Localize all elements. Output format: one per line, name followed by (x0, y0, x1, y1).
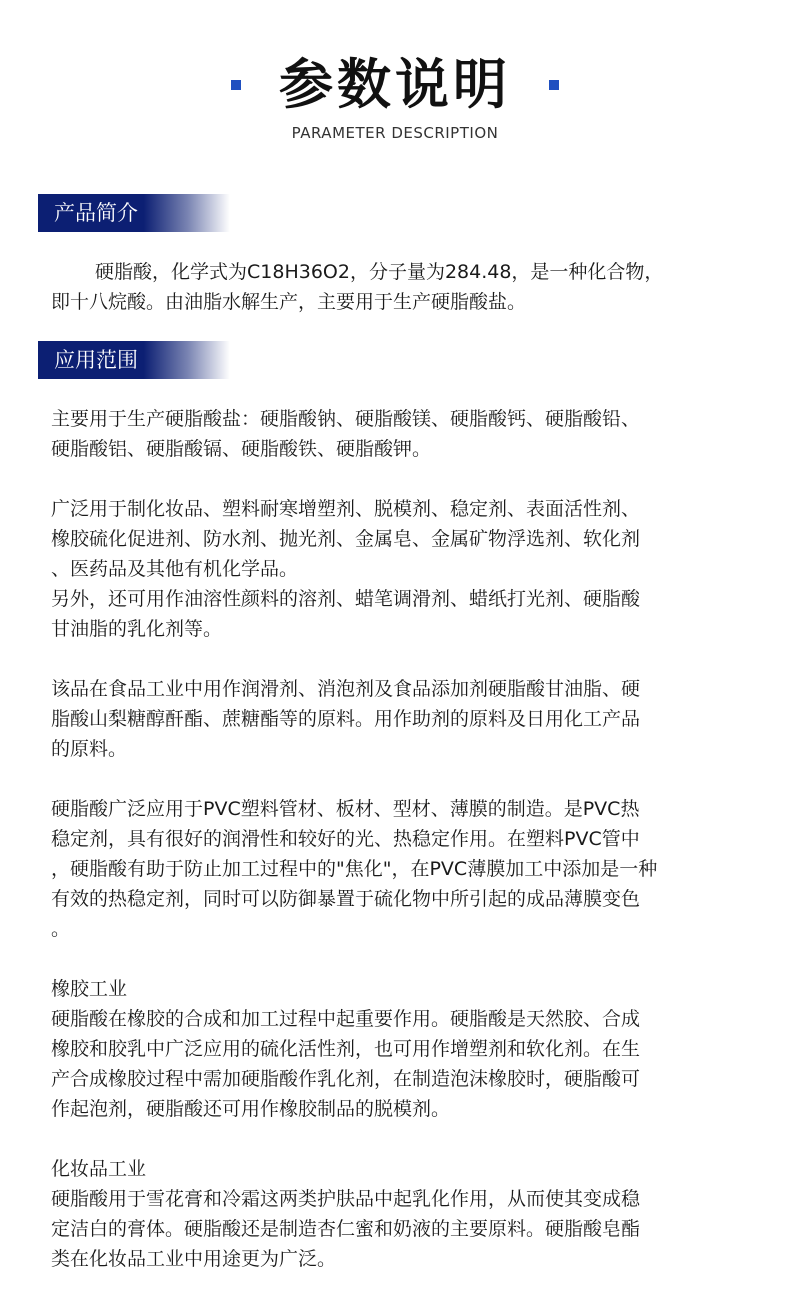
text-line: 产合成橡胶过程中需加硬脂酸作乳化剂，在制造泡沫橡胶时，硬脂酸可 (51, 1068, 641, 1090)
section-tag-intro: 产品简介 (38, 194, 230, 232)
text-line: 定洁白的膏体。硬脂酸还是制造杏仁蜜和奶液的主要原料。硬脂酸皂酯 (51, 1218, 641, 1240)
text-line: 该品在食品工业中用作润滑剂、消泡剂及食品添加剂硬脂酸甘油脂、硬 (51, 678, 641, 700)
text-line: 有效的热稳定剂，同时可以防御暴置于硫化物中所引起的成品薄膜变色 (51, 888, 641, 910)
text-line: 硬脂酸广泛应用于PVC塑料管材、板材、型材、薄膜的制造。是PVC热 (51, 798, 640, 820)
intro-paragraph (51, 257, 751, 317)
text-line: 另外，还可用作油溶性颜料的溶剂、蜡笔调滑剂、蜡纸打光剂、硬脂酸 (51, 588, 641, 610)
text-line: 橡胶硫化促进剂、防水剂、抛光剂、金属皂、金属矿物浮选剂、软化剂 (51, 528, 641, 550)
usage-paragraph-rubber (51, 974, 751, 1124)
text-line: 作起泡剂，硬脂酸还可用作橡胶制品的脱模剂。 (51, 1098, 451, 1120)
usage-paragraph-cosmetics (51, 1154, 751, 1274)
text-line: 硬脂酸在橡胶的合成和加工过程中起重要作用。硬脂酸是天然胶、合成 (51, 1008, 641, 1030)
text-line: 硬脂酸铝、硬脂酸镉、硬脂酸铁、硬脂酸钾。 (51, 438, 432, 460)
usage-paragraph-3 (51, 674, 751, 764)
section-tag-usage: 应用范围 (38, 341, 230, 379)
text-line: 。 (51, 918, 71, 940)
text-line: 甘油脂的乳化剂等。 (51, 618, 223, 640)
page-header (0, 0, 790, 160)
usage-paragraph-2 (51, 494, 751, 644)
text-line: ，硬脂酸有助于防止加工过程中的"焦化"，在PVC薄膜加工中添加是一种 (51, 858, 658, 880)
text-line: 脂酸山梨糖醇酐酯、蔗糖酯等的原料。用作助剂的原料及日用化工产品 (51, 708, 641, 730)
title-row (0, 52, 790, 118)
text-line: 橡胶和胶乳中广泛应用的硫化活性剂，也可用作增塑剂和软化剂。在生 (51, 1038, 641, 1060)
page-title: 参数说明 (279, 53, 511, 116)
page-subtitle: PARAMETER DESCRIPTION (291, 124, 499, 142)
subheading: 橡胶工业 (51, 978, 128, 1000)
text-line: 即十八烷酸。由油脂水解生产，主要用于生产硬脂酸盐。 (51, 291, 527, 313)
subheading: 化妆品工业 (51, 1158, 147, 1180)
text-line: 类在化妆品工业中用途更为广泛。 (51, 1248, 337, 1270)
right-square-icon (549, 80, 559, 90)
text-line: 硬脂酸用于雪花膏和冷霜这两类护肤品中起乳化作用，从而使其变成稳 (51, 1188, 641, 1210)
text-line: 的原料。 (51, 738, 128, 760)
text-line: 广泛用于制化妆品、塑料耐寒增塑剂、脱模剂、稳定剂、表面活性剂、 (51, 498, 641, 520)
text-line: 硬脂酸，化学式为C18H36O2，分子量为284.48，是一种化合物， (95, 261, 664, 283)
usage-paragraph-4 (51, 794, 751, 944)
text-line: 主要用于生产硬脂酸盐：硬脂酸钠、硬脂酸镁、硬脂酸钙、硬脂酸铅、 (51, 408, 641, 430)
left-square-icon (231, 80, 241, 90)
usage-paragraph-1 (51, 404, 751, 464)
text-line: 、医药品及其他有机化学品。 (51, 558, 299, 580)
text-line: 稳定剂，具有很好的润滑性和较好的光、热稳定作用。在塑料PVC管中 (51, 828, 640, 850)
